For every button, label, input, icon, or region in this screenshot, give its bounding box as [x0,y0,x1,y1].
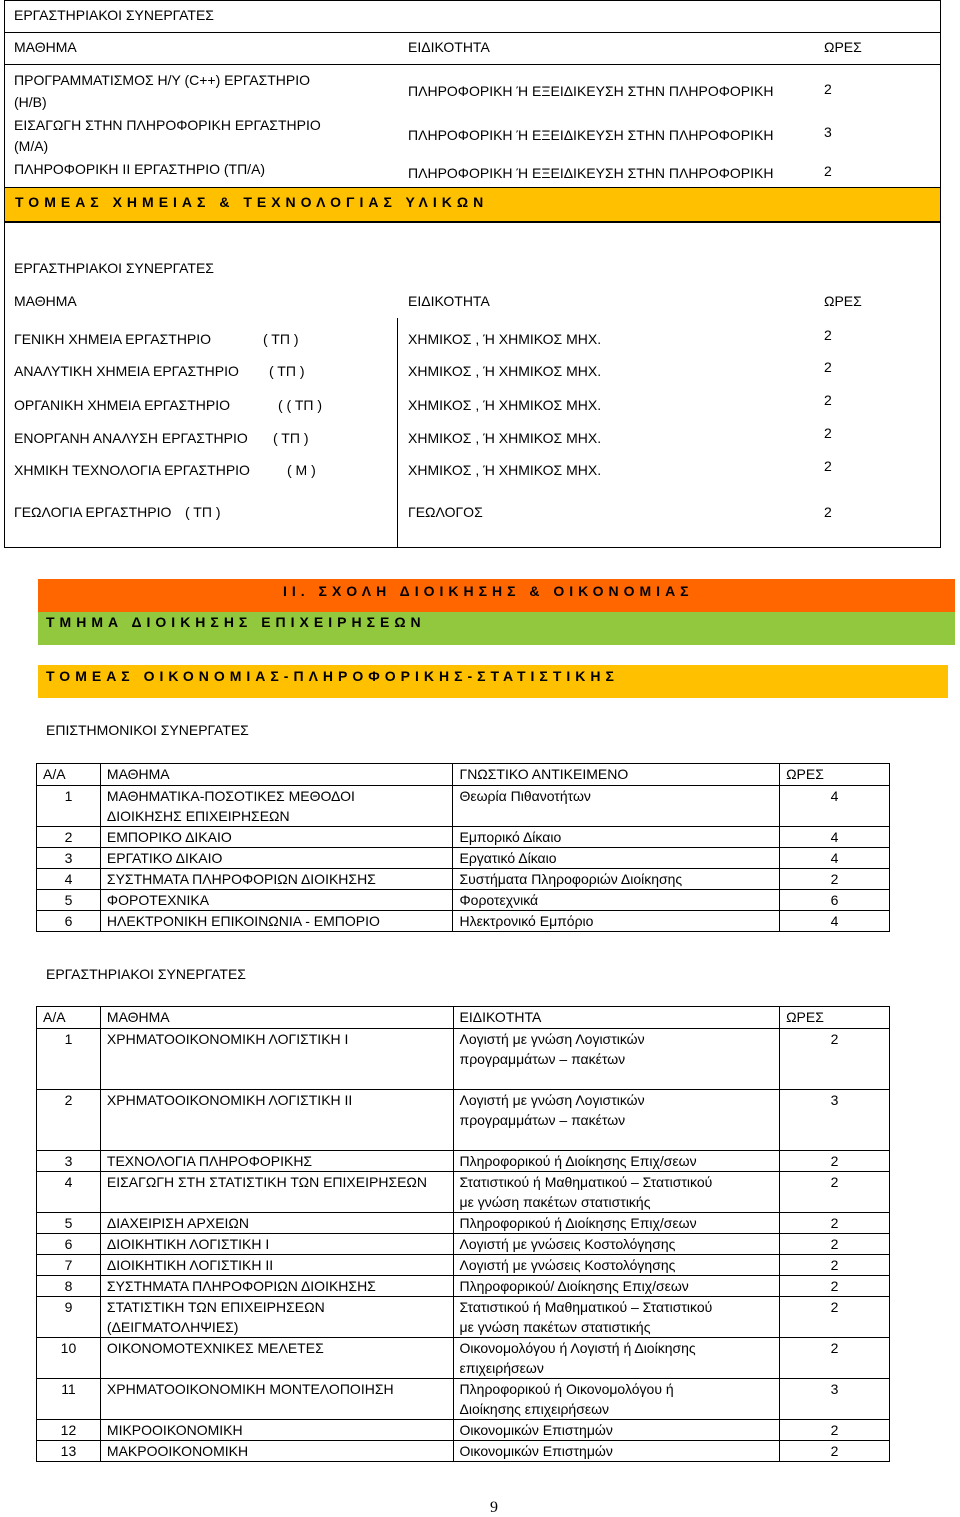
row-course-line: ΕΙΣΑΓΩΓΗ ΣΤΗ ΣΤΑΤΙΣΤΙΚΗ ΤΩΝ ΕΠΙΧΕΙΡΗΣΕΩΝ [106,1174,428,1190]
row-spec-line: Οικονομολόγου ή Λογιστή ή Διοίκησης [459,1340,696,1356]
header-course: ΜΑΘΗΜΑ [100,1007,453,1029]
row-hours-line: 6 [830,892,839,908]
row-field-line: Συστήματα Πληροφοριών Διοίκησης [459,871,683,887]
table-row [37,1379,890,1420]
section1-divider-2 [4,64,941,65]
row-hours [780,1029,890,1090]
row-hours-line: 2 [830,1236,839,1252]
row-spec [453,1297,780,1338]
row-spec-line [460,1130,774,1150]
section1-row1-course-2: (Η/Β) [14,94,47,110]
section2-row2-hours: 2 [824,359,832,375]
table-row [37,911,890,932]
section2-col-divider [397,318,398,548]
row-hours [780,1151,890,1172]
row-course-line: ΣΥΣΤΗΜΑΤΑ ΠΛΗΡΟΦΟΡΙΩΝ ΔΙΟΙΚΗΣΗΣ [106,1278,376,1294]
row-hours [780,1172,890,1213]
row-number-line: 9 [64,1299,73,1315]
row-field-line: Θεωρία Πιθανοτήτων [459,788,591,804]
table-row [37,1255,890,1276]
section2-row4-spec: ΧΗΜΙΚΟΣ , Ή ΧΗΜΙΚΟΣ ΜΗΧ. [408,430,602,446]
row-number [37,1090,101,1151]
section2-row5-course: ΧΗΜΙΚΗ ΤΕΧΝΟΛΟΓΙΑ ΕΡΓΑΣΤΗΡΙΟ [14,462,250,478]
header-field: ΓΝΩΣΤΙΚΟ ΑΝΤΙΚΕΙΜΕΝΟ [453,764,780,786]
row-spec [453,1255,780,1276]
section2-header-course: ΜΑΘΗΜΑ [14,293,77,309]
table-row [37,827,890,848]
row-number [37,1441,101,1462]
row-field [453,848,780,869]
row-number-line: 6 [64,913,73,929]
row-number-line: 4 [64,1174,73,1190]
row-number [37,1151,101,1172]
row-spec [453,1379,780,1420]
section1-row1-hours: 2 [824,81,832,97]
row-course-line: ΣΥΣΤΗΜΑΤΑ ΠΛΗΡΟΦΟΡΙΩΝ ΔΙΟΙΚΗΣΗΣ [106,871,376,887]
row-course-line: ΜΑΚΡΟΟΙΚΟΝΟΜΙΚΗ [106,1443,249,1459]
row-course-line: ΗΛΕΚΤΡΟΝΙΚΗ ΕΠΙΚΟΙΝΩΝΙΑ - ΕΜΠΟΡΙΟ [106,913,380,929]
sector-band-chemistry-label: ΤΟΜΕΑΣ ΧΗΜΕΙΑΣ & ΤΕΧΝΟΛΟΓΙΑΣ ΥΛΙΚΩΝ [15,194,489,210]
row-spec [453,1441,780,1462]
row-field-line: Εργατικό Δίκαιο [459,850,557,866]
row-hours-line: 2 [830,1031,839,1047]
row-number [37,1338,101,1379]
section2-row5-type: ( Μ ) [287,462,316,478]
row-course-line: ΜΙΚΡΟΟΙΚΟΝΟΜΙΚΗ [106,1422,243,1438]
school-band [38,579,955,612]
header-spec: ΕΙΔΙΚΟΤΗΤΑ [453,1007,780,1029]
row-course-line: ΕΡΓΑΤΙΚΟ ΔΙΚΑΙΟ [106,850,223,866]
row-number-line: 10 [60,1340,77,1356]
row-spec [453,1029,780,1090]
row-number [37,869,101,890]
row-hours [780,1379,890,1420]
row-number [37,1172,101,1213]
row-number [37,1213,101,1234]
row-hours [780,1213,890,1234]
row-hours [780,911,890,932]
row-spec-line: Στατιστικού ή Μαθηματικού – Στατιστικού [459,1174,713,1190]
row-number-line: 3 [64,1153,73,1169]
row-hours [780,1276,890,1297]
section2-row6-hours: 2 [824,504,832,520]
row-field-line: Φοροτεχνικά [459,892,539,908]
section2-row4-hours: 2 [824,425,832,441]
section2-row6-spec: ΓΕΩΛΟΓΟΣ [408,504,483,520]
section2-row4-course: ΕΝΟΡΓΑΝΗ ΑΝΑΛΥΣΗ ΕΡΓΑΣΤΗΡΙΟ [14,430,248,446]
row-hours [780,1234,890,1255]
row-spec-line: Λογιστή με γνώσεις Κοστολόγησης [459,1257,676,1273]
row-course [100,1420,453,1441]
row-hours [780,827,890,848]
row-hours-line: 2 [830,1174,839,1190]
section2-row3-course: ΟΡΓΑΝΙΚΗ ΧΗΜΕΙΑ ΕΡΓΑΣΤΗΡΙΟ [14,397,230,413]
row-course-line: ΤΕΧΝΟΛΟΓΙΑ ΠΛΗΡΟΦΟΡΙΚΗΣ [106,1153,313,1169]
row-course [100,1441,453,1462]
row-number-line: 8 [64,1278,73,1294]
header-course: ΜΑΘΗΜΑ [100,764,453,786]
row-spec-line: με γνώση πακέτων στατιστικής [459,1319,651,1335]
row-spec [453,1276,780,1297]
section1-divider [4,32,941,33]
row-course-line: ΧΡΗΜΑΤΟΟΙΚΟΝΟΜΙΚΗ ΛΟΓΙΣΤΙΚΗ ΙΙ [106,1092,353,1108]
header-hours: ΩΡΕΣ [780,1007,890,1029]
row-number [37,786,101,827]
row-hours [780,890,890,911]
section2-row1-spec: ΧΗΜΙΚΟΣ , Ή ΧΗΜΙΚΟΣ ΜΗΧ. [408,331,602,347]
table-row [37,1029,890,1090]
row-course-line: ΜΑΘΗΜΑΤΙΚΑ-ΠΟΣΟΤΙΚΕΣ ΜΕΘΟΔΟΙ [106,788,355,804]
row-spec-line: Πληροφορικού/ Διοίκησης Επιχ/σεων [459,1278,689,1294]
table-row [37,1297,890,1338]
page-number: 9 [490,1499,498,1516]
row-spec-line: Στατιστικού ή Μαθηματικού – Στατιστικού [459,1299,713,1315]
row-course [100,786,453,827]
row-hours-line: 2 [830,1443,839,1459]
section2-row5-spec: ΧΗΜΙΚΟΣ , Ή ΧΗΜΙΚΟΣ ΜΗΧ. [408,462,602,478]
row-course-line: ΔΙΟΙΚΗΤΙΚΗ ΛΟΓΙΣΤΙΚΗ Ι [106,1236,270,1252]
section1-row1-course: ΠΡΟΓΡΑΜΜΑΤΙΣΜΟΣ Η/Υ (C++) ΕΡΓΑΣΤΗΡΙΟ [14,72,311,88]
lab-collaborators-table [36,1006,890,1462]
section1-header-hours: ΩΡΕΣ [824,39,862,55]
table-row [37,869,890,890]
row-course [100,1276,453,1297]
row-number-line: 5 [64,892,73,908]
row-hours [780,1297,890,1338]
row-spec-line: Πληροφορικού ή Διοίκησης Επιχ/σεων [459,1215,697,1231]
row-number-line: 2 [64,1092,73,1108]
section2-row6-course: ΓΕΩΛΟΓΙΑ ΕΡΓΑΣΤΗΡΙΟ [14,504,172,520]
row-field-line: Εμπορικό Δίκαιο [459,829,562,845]
row-number-line: 12 [60,1422,77,1438]
section1-row2-course-2: (Μ/Α) [14,138,49,154]
row-field-line: Ηλεκτρονικό Εμπόριο [459,913,594,929]
row-spec-line: προγραμμάτων – πακέτων [459,1112,626,1128]
row-course-line: (ΔΕΙΓΜΑΤΟΛΗΨΙΕΣ) [106,1319,239,1335]
row-number [37,1297,101,1338]
row-hours-line: 2 [830,1340,839,1356]
row-number-line: 1 [64,1031,73,1047]
table-row [37,1234,890,1255]
row-spec-line: Πληροφορικού ή Διοίκησης Επιχ/σεων [459,1153,697,1169]
table-row [37,1338,890,1379]
row-number-line: 11 [61,1381,76,1397]
row-hours [780,848,890,869]
table-row [37,1090,890,1151]
row-course [100,1297,453,1338]
sector-band-chemistry [4,187,941,222]
section1-row3-spec: ΠΛΗΡΟΦΟΡΙΚΗ Ή ΕΞΕΙΔΙΚΕΥΣΗ ΣΤΗΝ ΠΛΗΡΟΦΟΡΙΚΗ [408,165,774,181]
table-row [37,786,890,827]
table-header-row [37,1007,890,1029]
row-course [100,1379,453,1420]
row-spec [453,1172,780,1213]
row-number [37,1276,101,1297]
row-hours [780,786,890,827]
row-course-line: ΟΙΚΟΝΟΜΟΤΕΧΝΙΚΕΣ ΜΕΛΕΤΕΣ [106,1340,324,1356]
row-number [37,1234,101,1255]
row-number-line: 4 [64,871,73,887]
row-hours-line: 2 [830,1153,839,1169]
row-spec-line: Οικονομικών Επιστημών [459,1422,613,1438]
row-hours-line: 2 [830,871,839,887]
sector-band-economics-label: ΤΟΜΕΑΣ ΟΙΚΟΝΟΜΙΑΣ-ΠΛΗΡΟΦΟΡΙΚΗΣ-ΣΤΑΤΙΣΤΙΚΗΣ [46,668,619,684]
row-spec [453,1338,780,1379]
section1-row2-hours: 3 [824,124,832,140]
row-number-line: 6 [64,1236,73,1252]
section2-header-spec: ΕΙΔΙΚΟΤΗΤΑ [408,293,490,309]
row-number [37,848,101,869]
header-no: Α/Α [37,1007,101,1029]
row-hours-line: 4 [830,850,839,866]
row-course [100,911,453,932]
school-band-label: ΙΙ. ΣΧΟΛΗ ΔΙΟΙΚΗΣΗΣ & ΟΙΚΟΝΟΜΙΑΣ [283,583,694,599]
row-course [100,827,453,848]
row-number [37,1420,101,1441]
row-course-line: ΧΡΗΜΑΤΟΟΙΚΟΝΟΜΙΚΗ ΜΟΝΤΕΛΟΠΟΙΗΣΗ [106,1381,394,1397]
row-hours-line: 2 [830,1278,839,1294]
row-spec-line: Λογιστή με γνώσεις Κοστολόγησης [459,1236,676,1252]
table-row [37,1172,890,1213]
table-row [37,1276,890,1297]
row-course [100,1172,453,1213]
row-hours-line: 4 [830,829,839,845]
row-spec-line: με γνώση πακέτων στατιστικής [459,1194,651,1210]
row-number-line: 5 [64,1215,73,1231]
row-course [100,1234,453,1255]
row-course [100,1338,453,1379]
row-course-line: ΦΟΡΟΤΕΧΝΙΚΑ [106,892,210,908]
section3-title: ΕΠΙΣΤΗΜΟΝΙΚΟΙ ΣΥΝΕΡΓΑΤΕΣ [46,722,249,738]
row-field [453,786,780,827]
section2-row1-course: ΓΕΝΙΚΗ ΧΗΜΕΙΑ ΕΡΓΑΣΤΗΡΙΟ [14,331,212,347]
section2-row1-hours: 2 [824,327,832,343]
section1-row3-hours: 2 [824,163,832,179]
table-row [37,1441,890,1462]
row-course [100,869,453,890]
row-hours-line: 4 [830,788,839,804]
section2-title: ΕΡΓΑΣΤΗΡΙΑΚΟΙ ΣΥΝΕΡΓΑΤΕΣ [14,260,214,276]
section2-row3-hours: 2 [824,392,832,408]
row-hours [780,869,890,890]
table-header-row [37,764,890,786]
row-hours [780,1255,890,1276]
row-course [100,890,453,911]
section2-row2-type: ( ΤΠ ) [269,363,305,379]
row-spec [453,1420,780,1441]
section2-row3-spec: ΧΗΜΙΚΟΣ , Ή ΧΗΜΙΚΟΣ ΜΗΧ. [408,397,602,413]
row-spec-line: Λογιστή με γνώση Λογιστικών [459,1031,645,1047]
section2-row3-type: ( ( ΤΠ ) [278,397,323,413]
row-spec-line: Οικονομικών Επιστημών [459,1443,613,1459]
row-spec-line [460,1069,774,1089]
row-field [453,890,780,911]
row-course-line: ΔΙΑΧΕΙΡΙΣΗ ΑΡΧΕΙΩΝ [106,1215,249,1231]
section1-row3-course: ΠΛΗΡΟΦΟΡΙΚΗ ΙΙ ΕΡΓΑΣΤΗΡΙΟ (ΤΠ/Α) [14,161,266,177]
section2-row5-hours: 2 [824,458,832,474]
table-row [37,1420,890,1441]
row-spec [453,1213,780,1234]
section2-row1-type: ( ΤΠ ) [263,331,299,347]
row-number-line: 3 [64,850,73,866]
row-course-line: ΔΙΟΙΚΗΤΙΚΗ ΛΟΓΙΣΤΙΚΗ ΙΙ [106,1257,274,1273]
section1-row1-spec: ΠΛΗΡΟΦΟΡΙΚΗ Ή ΕΞΕΙΔΙΚΕΥΣΗ ΣΤΗΝ ΠΛΗΡΟΦΟΡΙΚΗ [408,83,774,99]
department-band-label: ΤΜΗΜΑ ΔΙΟΙΚΗΣΗΣ ΕΠΙΧΕΙΡΗΣΕΩΝ [46,614,426,630]
department-band [38,612,955,645]
row-hours-line: 4 [830,913,839,929]
section2-header-hours: ΩΡΕΣ [824,293,862,309]
row-number [37,1379,101,1420]
row-hours-line: 2 [830,1257,839,1273]
row-number [37,1255,101,1276]
row-number [37,1029,101,1090]
section4-title: ΕΡΓΑΣΤΗΡΙΑΚΟΙ ΣΥΝΕΡΓΑΤΕΣ [46,966,246,982]
section1-header-course: ΜΑΘΗΜΑ [14,39,77,55]
row-course-line: ΕΜΠΟΡΙΚΟ ΔΙΚΑΙΟ [106,829,232,845]
row-spec-line: Πληροφορικού ή Οικονομολόγου ή [459,1381,674,1397]
row-number [37,827,101,848]
row-spec-line: επιχειρήσεων [459,1360,544,1376]
section2-row2-course: ΑΝΑΛΥΤΙΚΗ ΧΗΜΕΙΑ ΕΡΓΑΣΤΗΡΙΟ [14,363,239,379]
row-hours-line: 3 [830,1092,839,1108]
row-spec [453,1151,780,1172]
row-spec-line: προγραμμάτων – πακέτων [459,1051,626,1067]
row-course [100,1029,453,1090]
table-row [37,848,890,869]
row-course-line: ΧΡΗΜΑΤΟΟΙΚΟΝΟΜΙΚΗ ΛΟΓΙΣΤΙΚΗ Ι [106,1031,349,1047]
scientific-collaborators-table [36,763,890,932]
row-hours-line: 2 [830,1215,839,1231]
row-course [100,848,453,869]
row-course [100,1213,453,1234]
row-hours [780,1090,890,1151]
row-hours-line: 2 [830,1422,839,1438]
row-field [453,827,780,848]
row-course-line: ΔΙΟΙΚΗΣΗΣ ΕΠΙΧΕΙΡΗΣΕΩΝ [106,808,290,824]
row-course [100,1151,453,1172]
row-hours-line: 3 [830,1381,839,1397]
row-number [37,890,101,911]
row-field [453,869,780,890]
section1-title: ΕΡΓΑΣΤΗΡΙΑΚΟΙ ΣΥΝΕΡΓΑΤΕΣ [14,7,214,23]
header-no: Α/Α [37,764,101,786]
row-hours [780,1420,890,1441]
row-number-line: 2 [64,829,73,845]
section1-row2-course: ΕΙΣΑΓΩΓΗ ΣΤΗΝ ΠΛΗΡΟΦΟΡΙΚΗ ΕΡΓΑΣΤΗΡΙΟ [14,117,321,133]
row-course [100,1255,453,1276]
section2-row2-spec: ΧΗΜΙΚΟΣ , Ή ΧΗΜΙΚΟΣ ΜΗΧ. [408,363,602,379]
row-number-line: 1 [64,788,73,804]
table-row [37,1151,890,1172]
row-number [37,911,101,932]
table-row [37,1213,890,1234]
sector-band-economics [38,665,948,698]
section2-row6-type: ( ΤΠ ) [185,504,221,520]
row-hours [780,1338,890,1379]
table-row [37,890,890,911]
section1-header-spec: ΕΙΔΙΚΟΤΗΤΑ [408,39,490,55]
row-number-line: 7 [64,1257,73,1273]
row-number-line: 13 [60,1443,77,1459]
section2-row4-type: ( ΤΠ ) [273,430,309,446]
row-course [100,1090,453,1151]
row-spec [453,1234,780,1255]
row-hours-line: 2 [830,1299,839,1315]
header-hours: ΩΡΕΣ [780,764,890,786]
row-spec [453,1090,780,1151]
row-hours [780,1441,890,1462]
row-course-line: ΣΤΑΤΙΣΤΙΚΗ ΤΩΝ ΕΠΙΧΕΙΡΗΣΕΩΝ [106,1299,325,1315]
row-spec-line: Διοίκησης επιχειρήσεων [459,1401,610,1417]
section1-row2-spec: ΠΛΗΡΟΦΟΡΙΚΗ Ή ΕΞΕΙΔΙΚΕΥΣΗ ΣΤΗΝ ΠΛΗΡΟΦΟΡΙΚΗ [408,127,774,143]
row-field [453,911,780,932]
row-spec-line: Λογιστή με γνώση Λογιστικών [459,1092,645,1108]
